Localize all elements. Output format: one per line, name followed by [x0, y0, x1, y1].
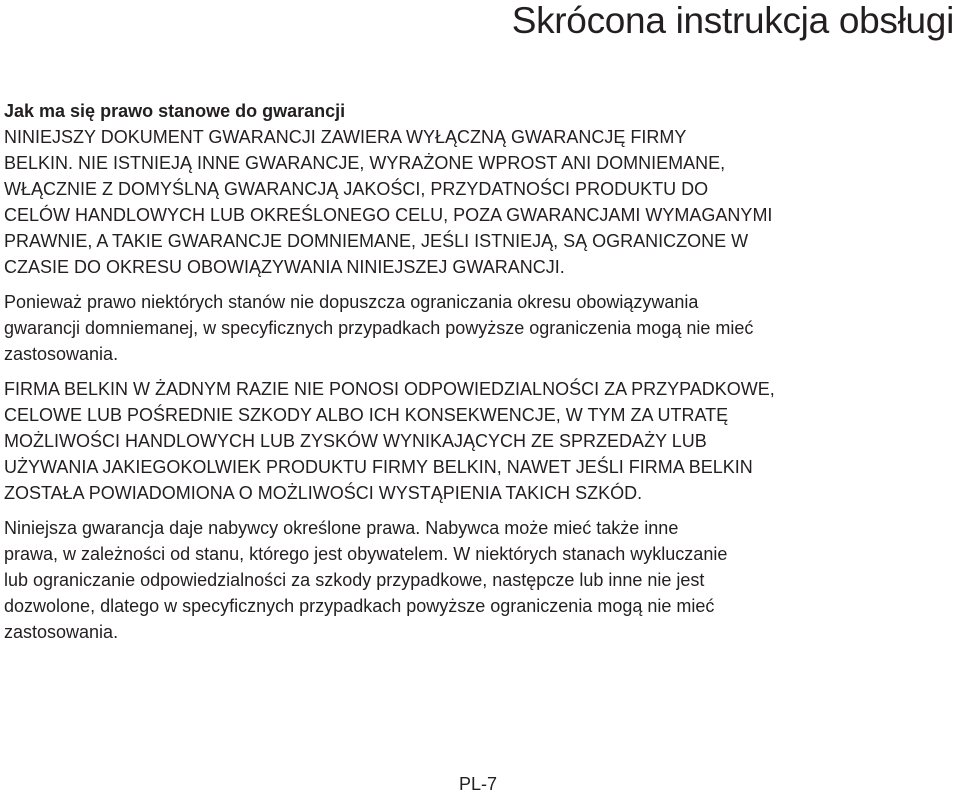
liability-disclaimer-paragraph: [4, 376, 954, 506]
text-line: Ponieważ prawo niektórych stanów nie dopuszcza ograniczania okresu obowiązywania: [4, 292, 699, 312]
warranty-section: [4, 98, 954, 645]
section-heading: Jak ma się prawo stanowe do gwarancji: [4, 101, 346, 121]
text-line: zastosowania.: [4, 622, 119, 642]
text-line: PRAWNIE, A TAKIE GWARANCJE DOMNIEMANE, JEŚLI ISTNIEJĄ, SĄ OGRANICZONE W: [4, 231, 749, 251]
text-line: zastosowania.: [4, 344, 119, 364]
text-line: prawa, w zależności od stanu, którego jest obywatelem. W niektórych stanach wykluczanie: [4, 544, 728, 564]
buyer-rights-paragraph: [4, 515, 954, 645]
text-line: CELOWE LUB POŚREDNIE SZKODY ALBO ICH KONSEKWENCJE, W TYM ZA UTRATĘ: [4, 405, 729, 425]
text-line: BELKIN. NIE ISTNIEJĄ INNE GWARANCJE, WYRAŻONE WPROST ANI DOMNIEMANE,: [4, 153, 726, 173]
text-line: WŁĄCZNIE Z DOMYŚLNĄ GWARANCJĄ JAKOŚCI, PRZYDATNOŚCI PRODUKTU DO: [4, 179, 709, 199]
text-line: gwarancji domniemanej, w specyficznych przypadkach powyższe ograniczenia mogą nie mieć: [4, 318, 754, 338]
state-law-limitation-paragraph: [4, 289, 954, 367]
text-line: MOŻLIWOŚCI HANDLOWYCH LUB ZYSKÓW WYNIKAJĄCYCH ZE SPRZEDAŻY LUB: [4, 431, 707, 451]
document-title: Skrócona instrukcja obsługi: [511, 0, 954, 41]
text-line: UŻYWANIA JAKIEGOKOLWIEK PRODUKTU FIRMY BELKIN, NAWET JEŚLI FIRMA BELKIN: [4, 457, 753, 477]
text-line: NINIEJSZY DOKUMENT GWARANCJI ZAWIERA WYŁĄCZNĄ GWARANCJĘ FIRMY: [4, 127, 687, 147]
text-line: CZASIE DO OKRESU OBOWIĄZYWANIA NINIEJSZEJ GWARANCJI.: [4, 257, 565, 277]
text-line: lub ograniczanie odpowiedzialności za szkody przypadkowe, następcze lub inne nie jest: [4, 570, 705, 590]
text-line: Niniejsza gwarancja daje nabywcy określone prawa. Nabywca może mieć także inne: [4, 518, 679, 538]
page-header: [0, 0, 960, 62]
text-line: FIRMA BELKIN W ŻADNYM RAZIE NIE PONOSI ODPOWIEDZIALNOŚCI ZA PRZYPADKOWE,: [4, 379, 775, 399]
page-number: PL-7: [459, 774, 498, 794]
text-line: ZOSTAŁA POWIADOMIONA O MOŻLIWOŚCI WYSTĄPIENIA TAKICH SZKÓD.: [4, 483, 643, 503]
text-line: CELÓW HANDLOWYCH LUB OKREŚLONEGO CELU, POZA GWARANCJAMI WYMAGANYMI: [4, 205, 773, 225]
exclusive-warranty-paragraph: [4, 124, 954, 280]
text-line: dozwolone, dlatego w specyficznych przypadkach powyższe ograniczenia mogą nie mieć: [4, 596, 715, 616]
